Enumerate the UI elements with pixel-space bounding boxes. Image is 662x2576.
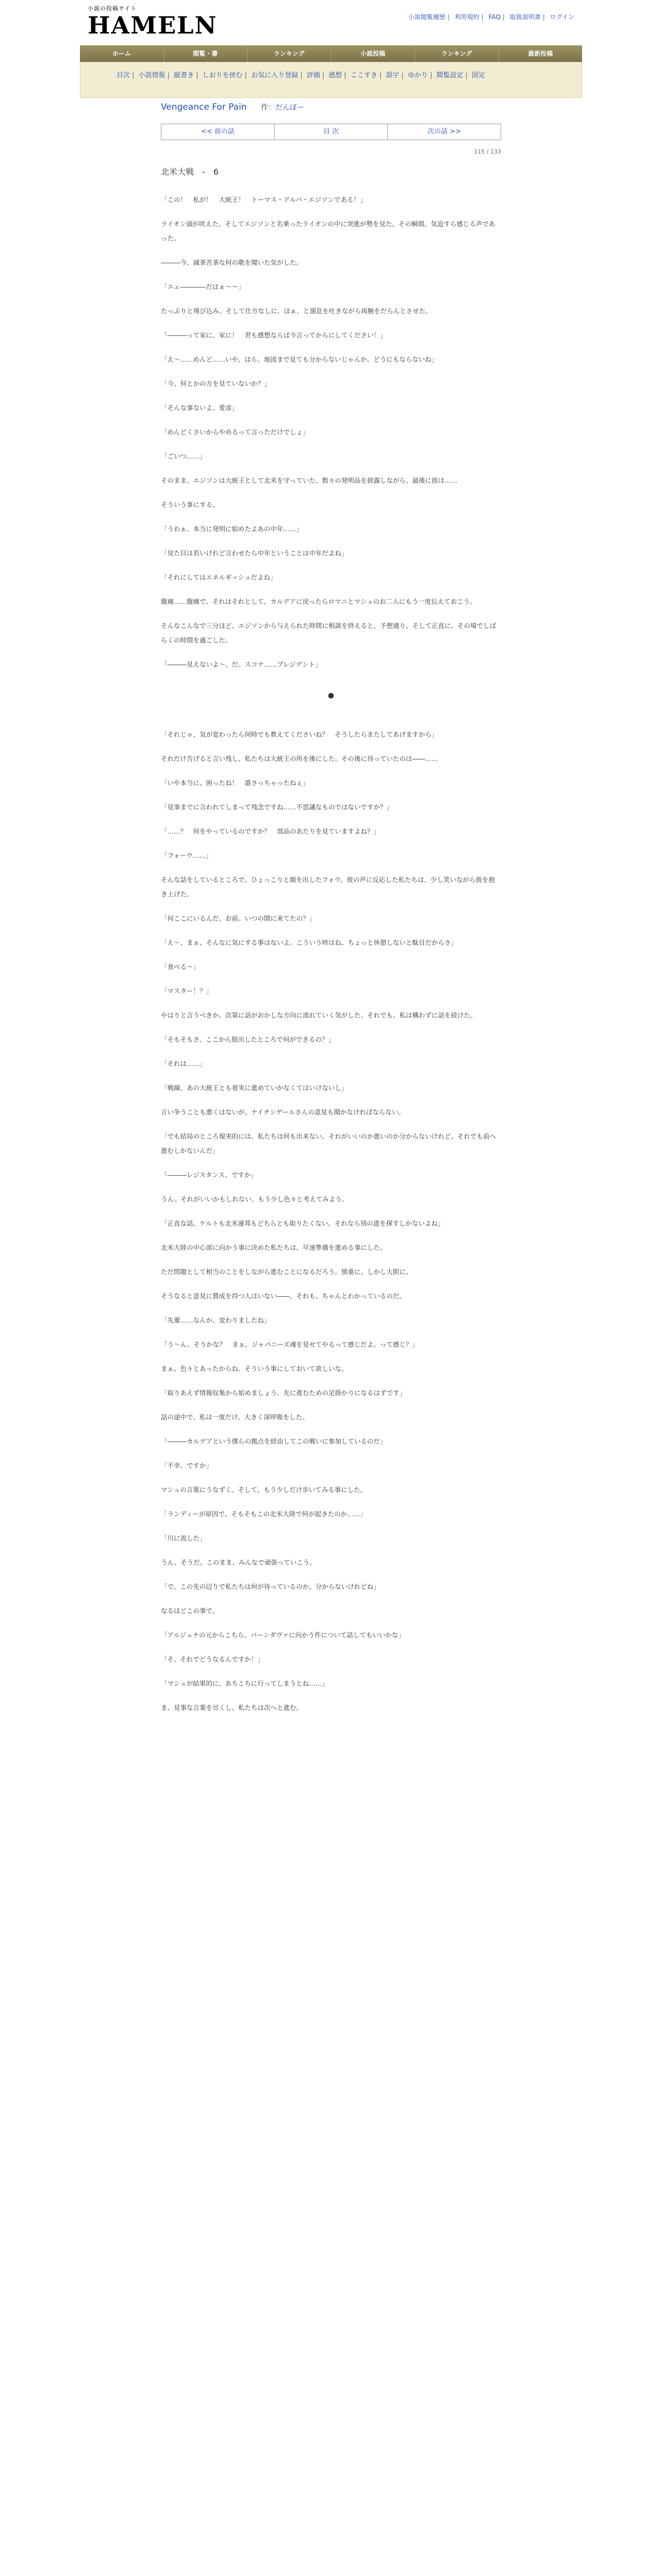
paragraph: 「先輩……なんか、変わりましたね」 <box>161 1316 271 1324</box>
paragraph: 話の途中で、私は一度だけ、大きく深呼吸をした。 <box>161 1413 309 1421</box>
paragraph: 「ごいつ……」 <box>161 452 206 460</box>
subnav-yukari[interactable]: ゆかり <box>407 72 428 79</box>
nav-ranking[interactable]: ランキング <box>247 45 332 62</box>
paragraph: 「取りあえず情報収集から始めましょう。先に進むための足掛かりになるはずです」 <box>161 1389 406 1397</box>
paragraph: 「そもそもさ、ここから脱出したところで何ができるの？」 <box>161 1036 335 1043</box>
subnav-favorite[interactable]: お気に入り登録 <box>251 72 299 79</box>
site-header <box>0 0 662 45</box>
paragraph: マシュの言葉にうなずく。そして、もう少しだけ歩いてみる事にした。 <box>161 1486 367 1494</box>
logo-text: HAMELN <box>88 11 218 39</box>
author-label: 作： <box>260 104 275 112</box>
paragraph: 「フォーウ……」 <box>161 852 212 859</box>
paragraph: 「そ、それでどうなるんですか！」 <box>161 1655 264 1663</box>
paragraph: 「この！ 私が！ 大統王！ トーマス・アルバ・エジソンである！」 <box>161 196 367 204</box>
paragraph: 「戦線、あの大統王とも着実に進めていかなくてはいけないし」 <box>161 1084 348 1092</box>
paragraph: うん、そうだ。このまま、みんなで頑張っていこう。 <box>161 1558 316 1566</box>
paragraph: 「それは……」 <box>161 1060 206 1067</box>
paragraph: そういう事にする。 <box>161 501 219 509</box>
paragraph: 「アルジュナの元からこちら、バーンダヴァに向かう件について話してもいいかな」 <box>161 1631 405 1639</box>
paragraph: 「エェ――――だはぁ～～」 <box>161 283 245 291</box>
subnav-links: 目次 | 小説情報 | 縦書き | しおりを挟む | お気に入り登録 | 評価 | 感想 | ここすき | 誤字 | ゆかり | 閲覧設定 | 固定 <box>117 72 486 79</box>
paragraph: 「……？ 何をやっているのですか？ 部品のあたりを見ていますよね？」 <box>161 827 380 835</box>
link-manual[interactable]: 取扱説明書 <box>509 13 541 21</box>
paragraph: 「それにしてはエネルギッシュだよね」 <box>161 573 277 581</box>
site-logo[interactable] <box>88 4 218 41</box>
paragraph: 「―――レジスタンス、ですか」 <box>161 1171 257 1179</box>
paragraph: 「不幸、ですか」 <box>161 1462 213 1469</box>
paragraph: そんな話をしているところで、ひょっこりと顔を出したフォウ。彼の声に反応した私たちは、少し笑いながら彼を抱き上げた。 <box>161 876 495 898</box>
nav-post[interactable]: 小説投稿 <box>332 45 416 62</box>
paragraph: 「うわぁ、本当に発明に始めたよあの中年……」 <box>161 525 303 533</box>
subnav-rate[interactable]: 評価 <box>306 72 320 79</box>
paragraph: 「見た目は若いけれど言わせたら中年ということは中年だよね」 <box>161 549 348 557</box>
section-divider: ● <box>327 691 335 700</box>
paragraph: たっぷりと飛び込み、そして仕方なしに、ほぁ、と溜息を吐きながら両腕をだらんとさせた。 <box>161 307 432 315</box>
chapter-body-part2 <box>161 727 501 1715</box>
paragraph: ま、見事な言葉を尽くし、私たちは次へと進む。 <box>161 1704 303 1711</box>
paragraph: 「見事までに言われてしまって残念ですね……不思議なものではないですか？」 <box>161 803 393 811</box>
paragraph: 「それじゃ、気が変わったら何時でも教えてくださいね？ そうしたらまたしてあげますから」 <box>161 731 438 738</box>
subnav-pin[interactable]: 固定 <box>472 72 486 79</box>
subnav-bookmark[interactable]: しおりを挟む <box>202 72 243 79</box>
novel-heading <box>161 102 501 112</box>
paragraph: 「マシュが結果的に、あちこちに行ってしまうとね……」 <box>161 1680 328 1687</box>
subnav-review[interactable]: 感想 <box>328 72 342 79</box>
paragraph: 「で、この先の辺りで私たちは何が待っているのか、分からないけれどね」 <box>161 1583 380 1590</box>
link-history[interactable]: 小説閲覧履歴 <box>408 13 445 21</box>
nav-home[interactable]: ホーム <box>80 45 164 62</box>
paragraph: なるほどこの事で。 <box>161 1607 219 1615</box>
paragraph: 「何ここにいるんだ、お前。いつの間に来てたの？」 <box>161 914 316 922</box>
main-nav <box>80 45 582 62</box>
page-count: 115 / 133 <box>474 148 501 155</box>
paragraph: 「川に流した」 <box>161 1534 206 1542</box>
novel-content <box>161 98 501 1725</box>
subnav-typo[interactable]: 誤字 <box>386 72 400 79</box>
nav-ranking-2[interactable]: ランキング <box>415 45 499 62</box>
paragraph: 「―――って家に、家に！ 君も感想ならば今言ってからにしてください！」 <box>161 331 387 339</box>
paragraph: 「マスター！？」 <box>161 987 213 995</box>
paragraph: 「食べる～」 <box>161 963 200 971</box>
toc-link[interactable]: 目 次 <box>275 124 388 140</box>
paragraph: それだけ告げると言い残し、私たちは大統王の所を後にした。その後に待っていたのは――…… <box>161 755 438 762</box>
subnav-toc[interactable]: 目次 <box>117 72 130 79</box>
paragraph: ただ問題として相当のことをしながら進むことになるだろう。慎重に、しかし大胆に。 <box>161 1268 412 1276</box>
paragraph: ―――今、滅茶苦茶な何の歌を聞いた気がした。 <box>161 259 303 266</box>
paragraph: そのまま、エジソンは大統王として北米を守っていた。数々の発明品を披露しながら、最後に彼は…… <box>161 477 458 484</box>
paragraph: 「―――見えないよ～。だ。スコナ……プレジデント」 <box>161 660 322 668</box>
paragraph: 「今、何とかの方を見ていないか？」 <box>161 380 271 387</box>
subnav-vertical[interactable]: 縦書き <box>174 72 194 79</box>
link-login[interactable]: ログイン <box>550 13 574 21</box>
prev-chapter-link[interactable]: << 前の話 <box>161 124 275 140</box>
link-terms[interactable]: 利用規約 <box>454 13 479 21</box>
paragraph: そうなると意見に賛成を持つ人はいない――。それも、ちゃんとわかっているのだ。 <box>161 1292 406 1300</box>
paragraph: 「いや本当に、困ったね！ 誰さっちゃったねぇ」 <box>161 779 309 787</box>
subnav-settings[interactable]: 閲覧設定 <box>436 72 464 79</box>
paragraph: ライオン頭が吠えた。そしてエジソンと名乗ったライオンの中に突進が勢を見た。その瞬間、気迫すら感じる声であった。 <box>161 220 495 242</box>
chapter-body-part1 <box>161 193 501 672</box>
paragraph: 言い争うことも悪くはないが、ナイチンゲールさんの意見も聞かなければならない。 <box>161 1108 405 1116</box>
top-links: 小説閲覧履歴 | 利用規約 | FAQ | 取扱説明書 | ログイン <box>408 13 574 21</box>
subnav-info[interactable]: 小説情報 <box>138 72 166 79</box>
novel-subnav <box>80 62 582 98</box>
paragraph: 腹痛……腹痛で、それはそれとして、カルデアに戻ったらロマニとマシュのお二人にもう一度伝えておこう。 <box>161 598 476 605</box>
paragraph: まぁ、色々とあったからね。そういう事にしておいて欲しいな。 <box>161 1365 348 1372</box>
paragraph: 「え～……めんど……いや、ほら、地図まで見ても分からないじゃんか。どうにもならないね」 <box>161 355 438 363</box>
paragraph: うん。それがいいかもしれない。もう少し色々と考えてみよう。 <box>161 1195 349 1203</box>
chapter-title: 北米大戦 - 6 <box>161 167 219 177</box>
paragraph: 北米大陸の中心部に向かう事に決めた私たちは、早速準備を進める事にした。 <box>161 1244 387 1251</box>
paragraph: 「―――カルデアという僕らの拠点を経由してこの戦いに参加しているのだ」 <box>161 1437 387 1445</box>
paragraph: 「ランディーが原因で、そもそもこの北米大陸で何が起きたのか……」 <box>161 1510 367 1518</box>
paragraph: 「でも結局のところ現実的には、私たちは何も出来ない。それがいいのか悪いのか分からないけれど、それでも前へ進むしかないんだ」 <box>161 1132 496 1155</box>
next-chapter-link[interactable]: 次の話 >> <box>427 128 461 135</box>
nav-latest[interactable]: 最新投稿 <box>499 45 583 62</box>
link-faq[interactable]: FAQ <box>488 13 501 21</box>
paragraph: そんなこんなで三分ほど、エジソンから与えられた時間に相談を終えると、予想通り、そして正直に、その場でしばらくの時間を過ごした。 <box>161 622 496 644</box>
paragraph: 「そんな事ないよ、愛彦」 <box>161 404 239 412</box>
subnav-like[interactable]: ここすき <box>350 72 377 79</box>
paragraph: 「う～ん、そうかな？ まぁ、ジャパニーズ魂を見せてやるって感じだよ。って感じ？」 <box>161 1341 419 1348</box>
paragraph: 「正直な話、ケルトも北米連邦もどちらとも取りたくない。それなら別の道を探すしかないよね」 <box>161 1219 444 1227</box>
paragraph: 「え～、まぁ、そんなに気にする事はないよ。こういう時はね、ちょっと休憩しないと駄目だからさ」 <box>161 939 458 946</box>
paragraph: 「めんどくさいからやめるって言っただけでしょ」 <box>161 428 309 436</box>
author-link[interactable]: だんぼー <box>275 104 304 112</box>
paragraph: やはりと言うべきか、次第に話がおかしな方向に流れていく気がした。それでも、私は構わずに話を続けた。 <box>161 1011 477 1019</box>
logo-tagline: 小説の投稿サイト <box>88 5 137 12</box>
chapter-pager <box>161 124 501 140</box>
novel-title[interactable]: Vengeance For Pain <box>161 102 247 112</box>
nav-browse[interactable]: 閲覧・書 <box>164 45 248 62</box>
